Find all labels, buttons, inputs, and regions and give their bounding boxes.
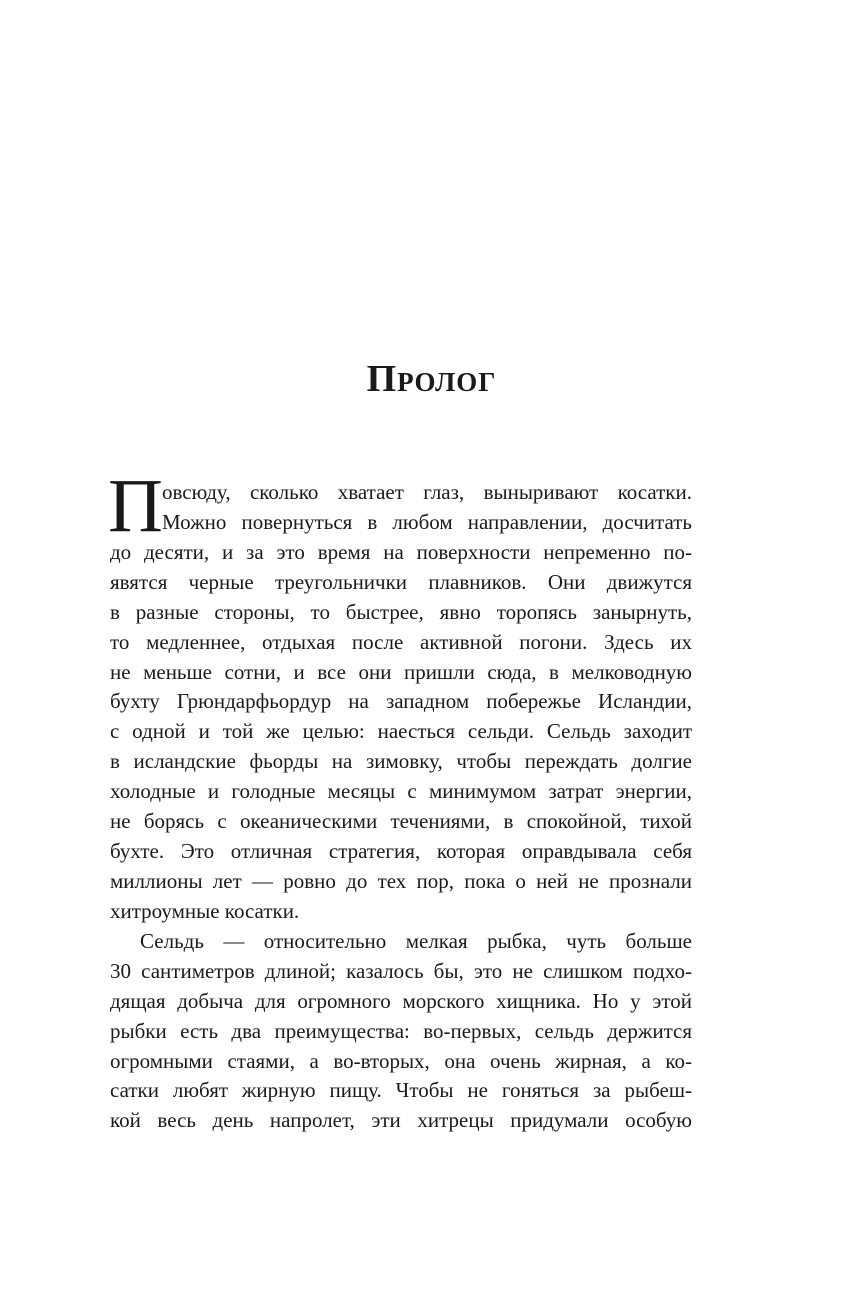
text-line: то медленнее, отдыхая после активной погони. Здесь их bbox=[110, 629, 692, 654]
drop-cap: П bbox=[108, 464, 163, 548]
text-line: в исландские фьорды на зимовку, чтобы переждать долгие bbox=[110, 749, 692, 774]
body-text bbox=[108, 464, 692, 1136]
text-line: до десяти, и за это время на поверхности непременно по- bbox=[110, 539, 692, 564]
text-line: миллионы лет — ровно до тех пор, пока о ней не прознали bbox=[110, 868, 692, 893]
text-line: явятся черные треугольнички плавников. Они движутся bbox=[110, 569, 692, 594]
text-line: Можно повернуться в любом направлении, досчитать bbox=[162, 509, 692, 534]
text-line: дящая добыча для огромного морского хищника. Но у этой bbox=[110, 988, 692, 1013]
text-line: овсюду, сколько хватает глаз, выныривают косатки. bbox=[162, 480, 692, 504]
text-line: с одной и той же целью: наесться сельди. Сельдь заходит bbox=[110, 719, 692, 744]
text-line: сатки любят жирную пищу. Чтобы не гоняться за рыбеш- bbox=[110, 1078, 692, 1103]
text-line: кой весь день напролет, эти хитрецы придумали особую bbox=[110, 1108, 692, 1133]
text-line: не борясь с океаническими течениями, в спокойной, тихой bbox=[110, 809, 692, 834]
text-line: бухте. Это отличная стратегия, которая оправдывала себя bbox=[110, 839, 692, 864]
text-line: Сельдь — относительно мелкая рыбка, чуть больше bbox=[140, 928, 692, 953]
text-line: огромными стаями, а во-вторых, она очень жирная, а ко- bbox=[110, 1048, 692, 1073]
text-line: хитроумные косатки. bbox=[110, 898, 300, 923]
text-line: бухту Грюндарфьордур на западном побережье Исландии, bbox=[110, 689, 692, 714]
chapter-title: Пролог bbox=[366, 358, 497, 401]
text-line: 30 сантиметров длиной; казалось бы, это не слишком подхо- bbox=[110, 958, 692, 983]
text-line: в разные стороны, то быстрее, явно торопясь занырнуть, bbox=[110, 599, 692, 624]
text-line: холодные и голодные месяцы с минимумом затрат энергии, bbox=[110, 779, 692, 804]
text-line: не меньше сотни, и все они пришли сюда, в мелководную bbox=[110, 659, 692, 684]
text-line: рыбки есть два преимущества: во-первых, сельдь держится bbox=[110, 1018, 692, 1043]
